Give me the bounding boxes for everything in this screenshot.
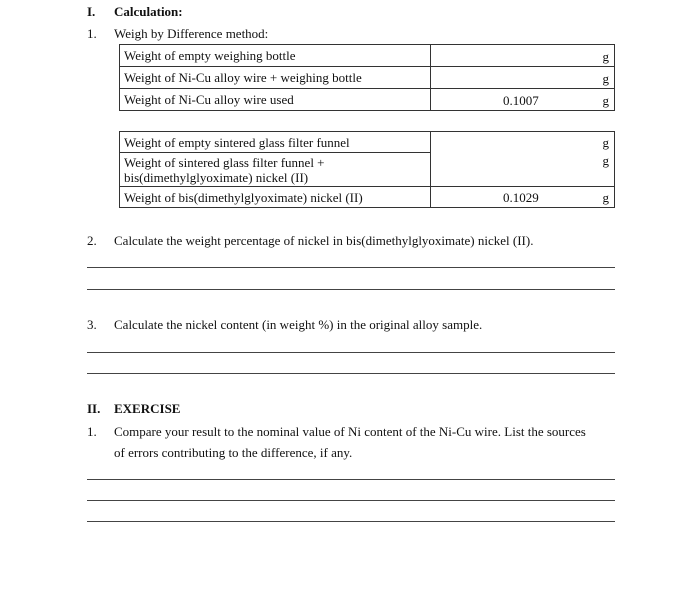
row-unit: g — [602, 190, 609, 205]
row-label — [120, 153, 431, 187]
row-value-cell — [431, 45, 615, 67]
question-3-number: 3. — [87, 317, 97, 332]
row-unit: g — [602, 135, 609, 150]
row-label: Weight of Ni-Cu alloy wire used — [120, 89, 431, 111]
answer-line — [87, 521, 615, 522]
row-label-line: bis(dimethylglyoximate) nickel (II) — [124, 169, 309, 185]
row-unit: g — [602, 153, 609, 168]
question-1-text: Weigh by Difference method: — [114, 26, 269, 41]
row-unit: g — [602, 71, 609, 86]
row-label: Weight of bis(dimethylglyoximate) nickel (II) — [120, 187, 431, 208]
table-row — [120, 187, 615, 208]
row-label: Weight of empty sintered glass filter funnel — [120, 132, 431, 153]
table-row — [120, 45, 615, 67]
section-2-title: EXERCISE — [114, 401, 181, 416]
section-2-numeral: II. — [87, 401, 101, 416]
section-1-numeral: I. — [87, 4, 96, 19]
exercise-1-number: 1. — [87, 424, 97, 439]
answer-line — [87, 373, 615, 374]
section-1-title: Calculation: — [114, 4, 183, 19]
exercise-1-text-line-1: Compare your result to the nominal value of Ni content of the Ni-Cu wire. List the sources — [114, 424, 586, 439]
table-row — [120, 89, 615, 111]
row-value-cell — [431, 187, 615, 208]
row-unit: g — [602, 93, 609, 108]
table-row — [120, 132, 615, 153]
exercise-1-text-line-2: of errors contributing to the difference, if any. — [114, 445, 353, 460]
weigh-table-1 — [119, 44, 615, 111]
row-value-cell — [431, 89, 615, 111]
row-label-line: Weight of sintered glass filter funnel + — [124, 154, 325, 170]
question-2-number: 2. — [87, 233, 97, 248]
answer-line — [87, 267, 615, 268]
row-value: 0.1007 — [503, 93, 539, 108]
row-unit: g — [602, 49, 609, 64]
question-3-text: Calculate the nickel content (in weight %) in the original alloy sample. — [114, 317, 483, 332]
row-label: Weight of Ni-Cu alloy wire + weighing bottle — [120, 67, 431, 89]
question-1-number: 1. — [87, 26, 97, 41]
weigh-table-2 — [119, 131, 615, 208]
answer-line — [87, 289, 615, 290]
row-value-cell — [431, 67, 615, 89]
answer-line — [87, 500, 615, 501]
row-label: Weight of empty weighing bottle — [120, 45, 431, 67]
question-2-text: Calculate the weight percentage of nickel in bis(dimethylglyoximate) nickel (II). — [114, 233, 534, 248]
table-row — [120, 67, 615, 89]
answer-line — [87, 352, 615, 353]
answer-line — [87, 479, 615, 480]
row-value-cell — [431, 132, 615, 187]
row-value: 0.1029 — [503, 190, 539, 205]
